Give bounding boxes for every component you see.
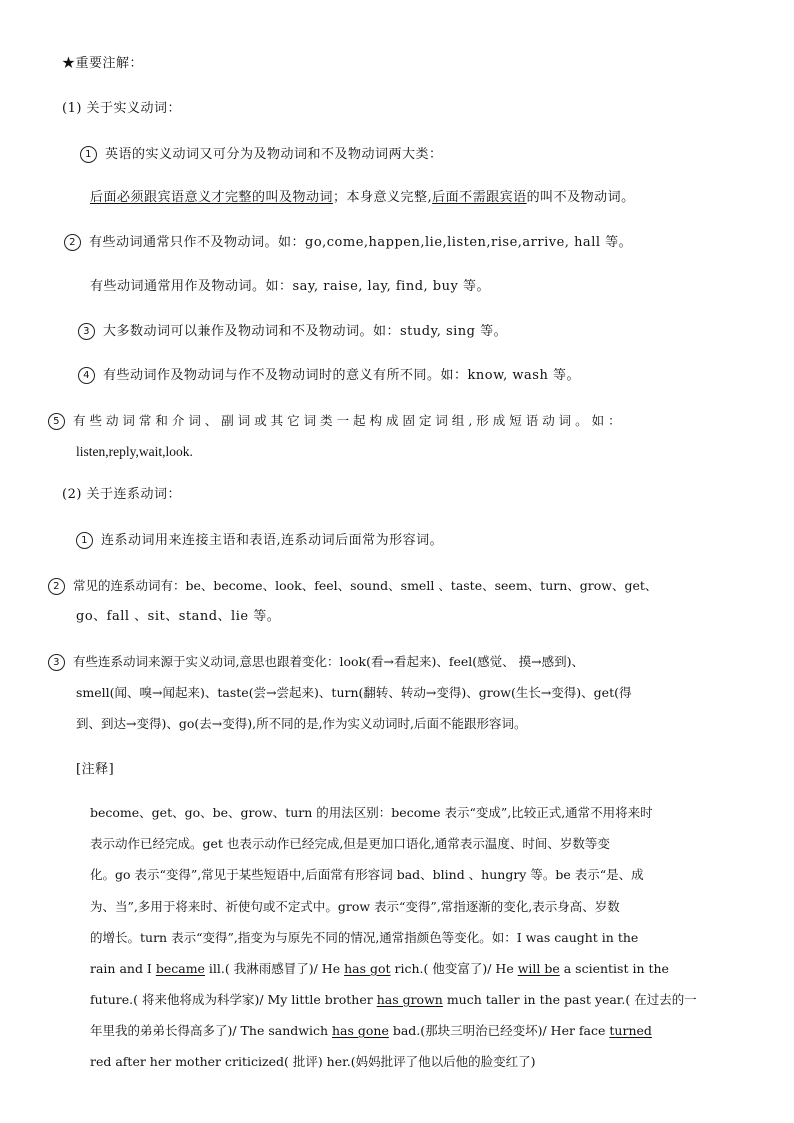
note-line-3: 化。go 表示“变得”,常见于某些短语中,后面常有形容词 bad、blind 、hungry 等。be 表示“是、成: [90, 867, 644, 882]
item-4: [78, 366, 580, 386]
link-item-3-line-3: 到、到达→变得)、go(去→变得),所不同的是,作为实义动词时,后面不能跟形容词。: [76, 716, 527, 731]
item-5: [48, 411, 740, 432]
link-item-3-line-2: smell(闻、嗅→闻起来)、taste(尝→尝起来)、turn(翻转、转动→变得)、grow(生长→变得)、get(得: [76, 685, 632, 700]
item-2-continued: 有些动词通常用作及物动词。如：say, raise, lay, find, buy 等。: [90, 279, 490, 294]
section-2-title: (2) 关于连系动词：: [62, 487, 182, 502]
circled-number: 2: [64, 234, 81, 251]
item-5-continued: listen,reply,wait,look.: [76, 444, 193, 459]
circled-number: 1: [80, 146, 97, 163]
text: rain and I: [90, 961, 156, 976]
underlined-phrase: has got: [344, 961, 391, 976]
text: 年里我的弟弟长得高多了)/ The sandwich: [90, 1023, 332, 1038]
circled-number: 3: [78, 323, 95, 340]
underlined-phrase: became: [155, 961, 205, 976]
circled-number: 2: [48, 578, 65, 595]
item-3: [78, 322, 507, 342]
item-1: [80, 145, 443, 165]
underlined-phrase: turned: [609, 1023, 652, 1038]
section-1-title: (1) 关于实义动词：: [62, 101, 182, 116]
text: rich.( 他变富了)/ He: [390, 961, 518, 976]
note-line-8: [90, 1021, 652, 1041]
note-line-9: red after her mother criticized( 批评) her.(妈妈批评了他以后他的脸变红了): [90, 1054, 536, 1069]
underlined-phrase: will be: [517, 961, 560, 976]
link-item-3: [48, 652, 584, 673]
link-item-2-continued: go、fall 、sit、stand、lie 等。: [76, 609, 281, 624]
circled-number: 1: [76, 532, 93, 549]
underlined-phrase: 后面必须跟宾语意义才完整的叫及物动词: [90, 190, 334, 205]
text: a scientist in the: [559, 961, 669, 976]
note-line-5: 的增长。turn 表示“变得”,指变为与原先不同的情况,通常指颜色等变化。如：I was caught in the: [90, 930, 639, 945]
link-item-2: [48, 576, 657, 597]
definition-line: [90, 188, 635, 208]
text: ；本身意义完整,: [333, 190, 433, 205]
circled-number: 3: [48, 654, 65, 671]
note-line-1: become、get、go、be、grow、turn 的用法区别：become 表示“变成”,比较正式,通常不用将来时: [90, 805, 653, 820]
note-line-2: 表示动作已经完成。get 也表示动作已经完成,但是更加口语化,通常表示温度、时间、岁数等变: [90, 836, 610, 851]
item-text: 常见的连系动词有：be、become、look、feel、sound、smell 、taste、seem、turn、grow、get、: [73, 578, 658, 593]
text: future.( 将来他将成为科学家)/ My little brother: [90, 992, 377, 1007]
text: 的叫不及物动词。: [526, 190, 635, 205]
item-text: 有些动词作及物动词与作不及物动词时的意义有所不同。如：know, wash 等。: [103, 368, 580, 383]
underlined-phrase: 后面不需跟宾语: [432, 190, 527, 205]
circled-number: 5: [48, 413, 65, 430]
link-item-1: [76, 531, 443, 551]
item-2: [64, 233, 632, 253]
text: ill.( 我淋雨感冒了)/ He: [204, 961, 345, 976]
heading: ★重要注解：: [62, 56, 144, 71]
text: bad.(那块三明治已经变坏)/ Her face: [388, 1023, 610, 1038]
item-text: 英语的实义动词又可分为及物动词和不及物动词两大类：: [105, 147, 443, 162]
circled-number: 4: [78, 367, 95, 384]
note-title: [注释]: [76, 762, 115, 777]
underlined-phrase: has grown: [376, 992, 443, 1007]
note-line-7: [90, 990, 697, 1010]
item-text: 有 些 动 词 常 和 介 词 、 副 词 或 其 它 词 类 一 起 构 成 固 定 词 组 , 形 成 短 语 动 词 。 如 ：: [73, 413, 621, 428]
text: much taller in the past year.( 在过去的一: [442, 992, 697, 1007]
note-line-6: [90, 959, 669, 979]
item-text: 连系动词用来连接主语和表语,连系动词后面常为形容词。: [101, 533, 444, 548]
note-line-4: 为、当”,多用于将来时、祈使句或不定式中。grow 表示“变得”,常指逐渐的变化,表示身高、岁数: [90, 899, 620, 914]
item-text: 有些连系动词来源于实义动词,意思也跟着变化：look(看→看起来)、feel(感觉、 摸→感到)、: [73, 654, 584, 669]
item-text: 大多数动词可以兼作及物动词和不及物动词。如：study, sing 等。: [103, 324, 508, 339]
item-text: 有些动词通常只作不及物动词。如：go,come,happen,lie,listen,rise,arrive, hall 等。: [89, 235, 633, 250]
underlined-phrase: has gone: [331, 1023, 389, 1038]
